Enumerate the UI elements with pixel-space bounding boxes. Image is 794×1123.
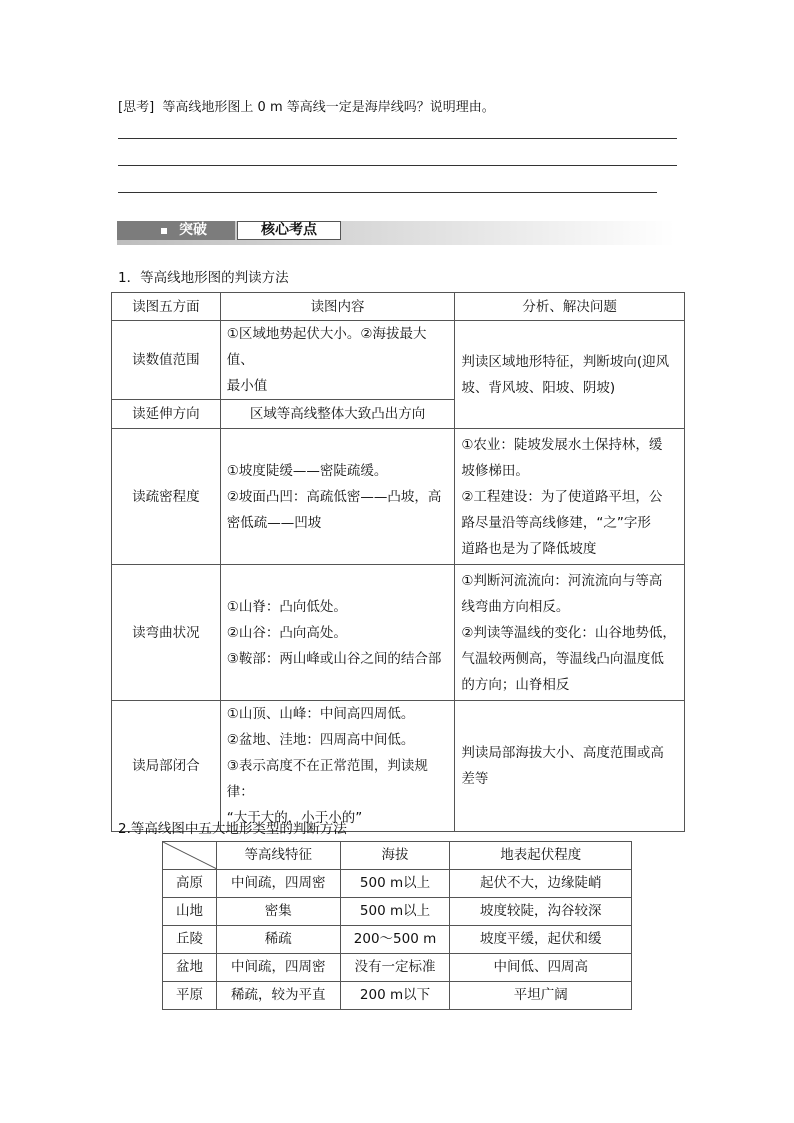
analysis-line: 的方向；山脊相反 (461, 676, 570, 693)
table-row (112, 429, 685, 565)
table-row (163, 926, 632, 954)
think-tag: [思考] (118, 100, 155, 115)
aspect-cell: 读延伸方向 (112, 400, 221, 429)
table-header-row (112, 293, 685, 321)
table-row (163, 898, 632, 926)
relief: 坡度较陡，沟谷较深 (450, 898, 632, 926)
analysis-line: 坡、背风坡、阳坡、阴坡) (461, 379, 616, 396)
content-cell (220, 321, 455, 400)
analysis-cell (455, 429, 685, 565)
analysis-line: ①判断河流流向：河流流向与等高 (461, 572, 663, 589)
content-line: “大于大的，小于小的” (226, 810, 363, 826)
table-row (163, 982, 632, 1010)
content-line: 最小值 (226, 378, 268, 394)
relief: 平坦广阔 (450, 982, 632, 1010)
contour-feature: 中间疏，四周密 (216, 870, 340, 898)
aspect-cell: 读数值范围 (112, 321, 221, 400)
table-row (112, 321, 685, 400)
think-text: 等高线地形图上 0 m 等高线一定是海岸线吗？说明理由。 (162, 100, 495, 115)
header-contour: 等高线特征 (216, 842, 340, 870)
analysis-cell (455, 565, 685, 701)
header-relief: 地表起伏程度 (450, 842, 632, 870)
header-analysis: 分析、解决问题 (455, 293, 685, 321)
landform-name: 平原 (163, 982, 217, 1010)
contour-feature: 密集 (216, 898, 340, 926)
section2-title: 2.等高线图中五大地形类型的判断方法 (118, 821, 347, 837)
landform-name: 盆地 (163, 954, 217, 982)
analysis-line: 线弯曲方向相反。 (461, 598, 570, 615)
contour-feature: 中间疏，四周密 (216, 954, 340, 982)
header-elevation: 海拔 (340, 842, 450, 870)
content-line: ②坡面凸凹：高疏低密——凸坡，高 (226, 488, 442, 505)
content-line: ③表示高度不在正常范围，判读规律： (226, 758, 428, 800)
analysis-cell (455, 701, 685, 832)
analysis-line: 路尽量沿等高线修建，“之”字形 (461, 514, 651, 531)
elevation: 500 m以上 (340, 898, 450, 926)
contour-feature: 稀疏，较为平直 (216, 982, 340, 1010)
table-row (112, 701, 685, 832)
square-bullet-icon (161, 228, 167, 234)
elevation: 没有一定标准 (340, 954, 450, 982)
analysis-cell (455, 321, 685, 429)
analysis-line: 气温较两侧高，等温线凸向温度低 (461, 650, 664, 667)
think-question (118, 96, 495, 115)
answer-line-1 (118, 138, 677, 139)
analysis-line: ②判读等温线的变化：山谷地势低， (461, 624, 676, 641)
table-row (112, 565, 685, 701)
aspect-cell: 读弯曲状况 (112, 565, 221, 701)
content-line: ②山谷：凸向高处。 (226, 624, 347, 641)
content-cell (220, 429, 455, 565)
answer-line-3 (118, 192, 657, 193)
content-line: ①山顶、山峰：中间高四周低。 (226, 706, 415, 722)
banner-left-label: 突破 (179, 222, 207, 238)
table-row (163, 954, 632, 982)
relief: 坡度平缓，起伏和缓 (450, 926, 632, 954)
analysis-line: 差等 (461, 771, 489, 787)
table-row (163, 870, 632, 898)
diagonal-header-cell (163, 842, 217, 870)
content-line: ②盆地、洼地：四周高中间低。 (226, 732, 415, 748)
analysis-line: 判读区域地形特征，判断坡向(迎风 (461, 353, 670, 370)
content-cell (220, 701, 455, 832)
relief: 中间低、四周高 (450, 954, 632, 982)
reading-methods-table (111, 292, 685, 832)
banner-right-label: 核心考点 (237, 221, 341, 240)
header-content: 读图内容 (220, 293, 455, 321)
analysis-line: 道路也是为了降低坡度 (461, 540, 597, 557)
banner-left-tag (117, 221, 235, 240)
section-banner (117, 221, 675, 245)
analysis-line: ②工程建设：为了使道路平坦，公 (461, 488, 663, 505)
landform-name: 山地 (163, 898, 217, 926)
aspect-cell: 读局部闭合 (112, 701, 221, 832)
aspect-cell: 读疏密程度 (112, 429, 221, 565)
content-line: ①山脊：凸向低处。 (226, 598, 347, 615)
relief: 起伏不大，边缘陡峭 (450, 870, 632, 898)
landform-name: 丘陵 (163, 926, 217, 954)
answer-line-2 (118, 165, 677, 166)
diagonal-line-icon (163, 842, 217, 869)
analysis-line: ①农业：陡坡发展水土保持林，缓 (461, 436, 663, 453)
landform-types-table (162, 841, 632, 1010)
elevation: 200 m以下 (340, 982, 450, 1010)
elevation: 500 m以上 (340, 870, 450, 898)
analysis-line: 判读局部海拔大小、高度范围或高 (461, 745, 664, 761)
section1-title: 1．等高线地形图的判读方法 (118, 270, 289, 286)
analysis-line: 坡修梯田。 (461, 462, 529, 479)
contour-feature: 稀疏 (216, 926, 340, 954)
content-line: 密低疏——凹坡 (226, 514, 322, 531)
content-cell: 区域等高线整体大致凸出方向 (220, 400, 455, 429)
content-cell (220, 565, 455, 701)
content-line: ③鞍部：两山峰或山谷之间的结合部 (226, 650, 442, 667)
content-line: ①区域地势起伏大小。②海拔最大值、 (226, 326, 427, 368)
table-header-row (163, 842, 632, 870)
landform-name: 高原 (163, 870, 217, 898)
elevation: 200～500 m (340, 926, 450, 954)
header-aspect: 读图五方面 (112, 293, 221, 321)
content-line: ①坡度陡缓——密陡疏缓。 (226, 462, 388, 479)
